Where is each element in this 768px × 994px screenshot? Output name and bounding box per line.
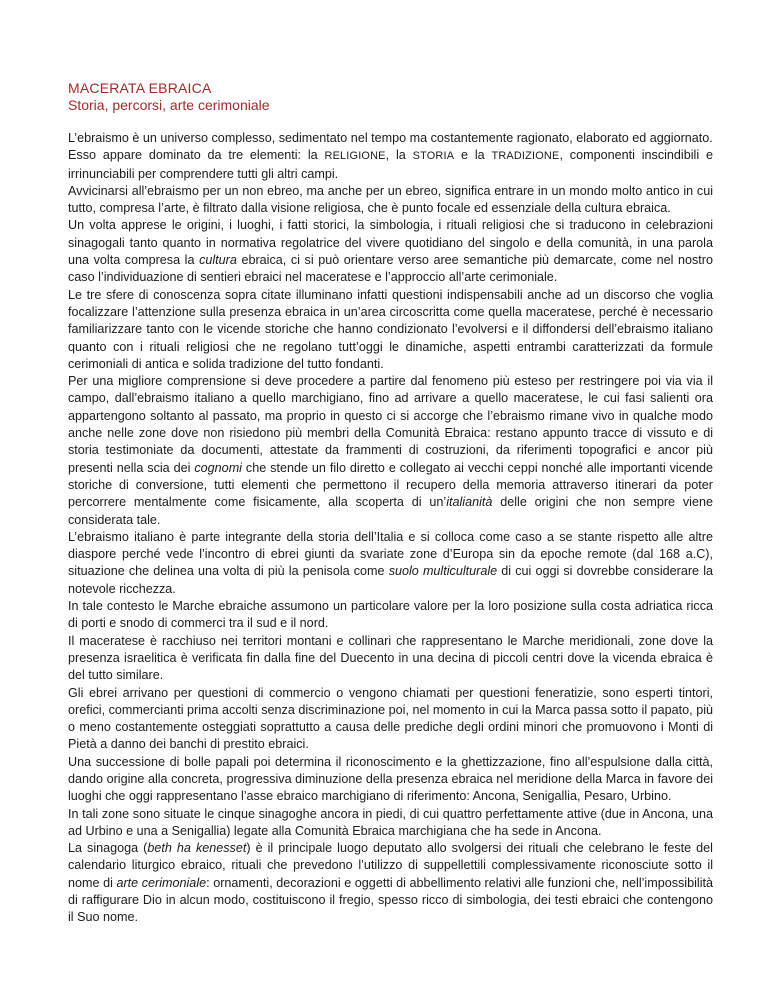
paragraph-segment: suolo multiculturale bbox=[388, 564, 498, 579]
paragraph-segment: : ornamenti, decorazioni e oggetti di abbellimento relativi alle funzioni che, nell’impossibilità di raffigurare Dio in alcun modo, costituiscono il fregio, spesso ricco di simbologia, dei testi ebraici che contengono il Suo nome. bbox=[68, 875, 713, 925]
paragraph bbox=[68, 147, 713, 183]
paragraph bbox=[68, 130, 713, 147]
paragraph-segment: In tali zone sono situate le cinque sinagoghe ancora in piedi, di cui quattro perfettamente attive (due in Ancona, una ad Urbino e una a Senigallia) legate alla Comunità Ebraica marchigiana che ha sede in Ancona. bbox=[68, 806, 713, 838]
paragraph-segment: Le tre sfere di conoscenza sopra citate illuminano infatti questioni indispensabili anche ad un discorso che voglia focalizzare l’attenzione sulla presenza ebraica in un’area circoscritta come quella maceratese, perché è necessario familiarizzare tanto con le vicende storiche che hanno condizionato l’evolversi e il diffondersi dell’ebraismo italiano quanto con i rituali religiosi che ne regolano tutt’oggi le dinamiche, aspetti entrambi caratterizzati da formule cerimoniali di antica e solida tradizione del tutto fondanti. bbox=[68, 287, 713, 371]
paragraph-segment: Per una migliore comprensione si deve procedere a partire dal fenomeno più esteso per restringere poi via via il campo, dall’ebraismo italiano a quello marchigiano, fino ad arrivare a quello maceratese, le cui fasi salienti ora appartengono soltanto al passato, ma proprio in questo ci si accorge che l’ebraismo rimane vivo in qualche modo anche nelle zone dove non risiedono più membri della Comunità Ebraica: restano appunto tracce di vissuto e di storia testimoniate da documenti, attestate da frammenti di costruzioni, da riferimenti topografici e ancor più presenti nella scia dei bbox=[68, 374, 713, 475]
paragraph-segment: In tale contesto le Marche ebraiche assumono un particolare valore per la loro posizione sulla costa adriatica ricca di porti e snodo di commerci tra il sud e il nord. bbox=[68, 599, 713, 631]
paragraph-segment: di cui oggi si dovrebbe considerare la notevole ricchezza. bbox=[68, 564, 713, 596]
page-subtitle: Storia, percorsi, arte cerimoniale bbox=[68, 97, 270, 113]
paragraph bbox=[68, 633, 713, 685]
paragraph-segment: Una successione di bolle papali poi determina il riconoscimento e la ghettizzazione, fino all’espulsione dalla città, dando origine alla concreta, progressiva diminuzione della presenza ebraica nel meridione della Marca in favore dei luoghi che oggi rappresentano l’asse ebraico marchigiano di riferimento: Ancona, Senigallia, Pesaro, Urbino. bbox=[68, 754, 713, 804]
paragraph-segment: TRADIZIONE bbox=[491, 150, 560, 163]
paragraph-segment: Il maceratese è racchiuso nei territori montani e collinari che rappresentano le Marche meridionali, zone dove la presenza israelitica è verificata fin dalla fine del Duecento in una decina di piccoli centri dove la vicenda ebraica è del tutto similare. bbox=[68, 633, 713, 683]
paragraph-segment: Esso appare dominato da tre elementi: la bbox=[68, 148, 325, 163]
paragraph bbox=[68, 806, 713, 841]
paragraph-segment: La sinagoga ( bbox=[68, 841, 148, 856]
paragraph-segment: italianità bbox=[446, 495, 493, 510]
paragraph-segment: e la bbox=[454, 148, 492, 163]
paragraph bbox=[68, 754, 713, 806]
paragraph bbox=[68, 685, 713, 754]
paragraph bbox=[68, 598, 713, 633]
paragraph-segment: cognomi bbox=[194, 460, 242, 475]
paragraph bbox=[68, 373, 713, 529]
paragraph-segment: beth ha kenesset bbox=[147, 841, 247, 856]
paragraph-segment: ebraica, ci si può orientare verso aree semantiche più demarcate, come nel nostro caso l’individuazione di sentieri ebraici nel maceratese e l’approccio all’arte cerimoniale. bbox=[68, 253, 713, 285]
paragraph bbox=[68, 217, 713, 286]
paragraph-segment: Gli ebrei arrivano per questioni di commercio o vengono chiamati per questioni feneratizie, sono esperti tintori, orefici, commercianti prima accolti senza discriminazione poi, nel momento in cui la Marca passa sotto il papato, più o meno costantemente osteggiati soprattutto a causa delle prediche degli ordini minori che promuovono i Monti di Pietà a danno dei banchi di prestito ebraici. bbox=[68, 685, 713, 752]
paragraph bbox=[68, 529, 713, 598]
paragraph-segment: RELIGIONE bbox=[324, 150, 386, 163]
paragraph bbox=[68, 840, 713, 926]
paragraph-segment: arte cerimoniale bbox=[116, 875, 207, 890]
page-title: MACERATA EBRAICA bbox=[68, 80, 212, 96]
paragraph-segment: L’ebraismo è un universo complesso, sedimentato nel tempo ma costantemente ragionato, elaborato ed aggiornato. bbox=[68, 131, 713, 145]
paragraph bbox=[68, 287, 713, 373]
paragraph-segment: delle origini che non sempre viene considerata tale. bbox=[68, 495, 713, 527]
paragraph-segment: , la bbox=[385, 148, 413, 163]
paragraph-segment: Avvicinarsi all’ebraismo per un non ebreo, ma anche per un ebreo, significa entrare in un mondo molto antico in cui tutto, compresa l’arte, è filtrato dalla visione religiosa, che è punto focale ed essenziale della cultura ebraica. bbox=[68, 183, 713, 216]
paragraph-segment: cultura bbox=[199, 253, 237, 268]
paragraph-segment: ) è il principale luogo deputato allo svolgersi dei rituali che celebrano le feste del calendario liturgico ebraico, rituali che prevedono l’utilizzo di suppellettili complessivamente riconosciute sotto il nome di bbox=[68, 841, 713, 890]
paragraph-segment: L’ebraismo italiano è parte integrante della storia dell’Italia e si colloca come caso a se stante rispetto alle altre diaspore perché vede l’incontro di ebrei giunti da svariate zone d’Europa sin da epoche remote (dal 168 a.C), situazione che delinea una volta di più la penisola come bbox=[68, 529, 713, 579]
paragraph-segment: che stende un filo diretto e collegato ai vecchi ceppi nonché alle importanti vicende storiche di conversione, tutti elementi che permettono il recupero della memoria attraverso itinerari da poter percorrere mentalmente come fisicamente, alla scoperta di un’ bbox=[68, 460, 714, 510]
paragraph-segment: STORIA bbox=[412, 150, 455, 163]
paragraph-segment: Un volta apprese le origini, i luoghi, i fatti storici, la simbologia, i rituali religiosi che si traducono in celebrazioni sinagogali tanto quanto in normativa regolatrice del vivere quotidiano del singolo e della comunità, in una parola una volta compresa la bbox=[68, 218, 713, 268]
paragraph-segment: , componenti inscindibili e irrinunciabili per comprendere tutti gli altri campi. bbox=[68, 148, 713, 181]
document-paragraphs bbox=[68, 130, 713, 927]
paragraph bbox=[68, 183, 713, 218]
